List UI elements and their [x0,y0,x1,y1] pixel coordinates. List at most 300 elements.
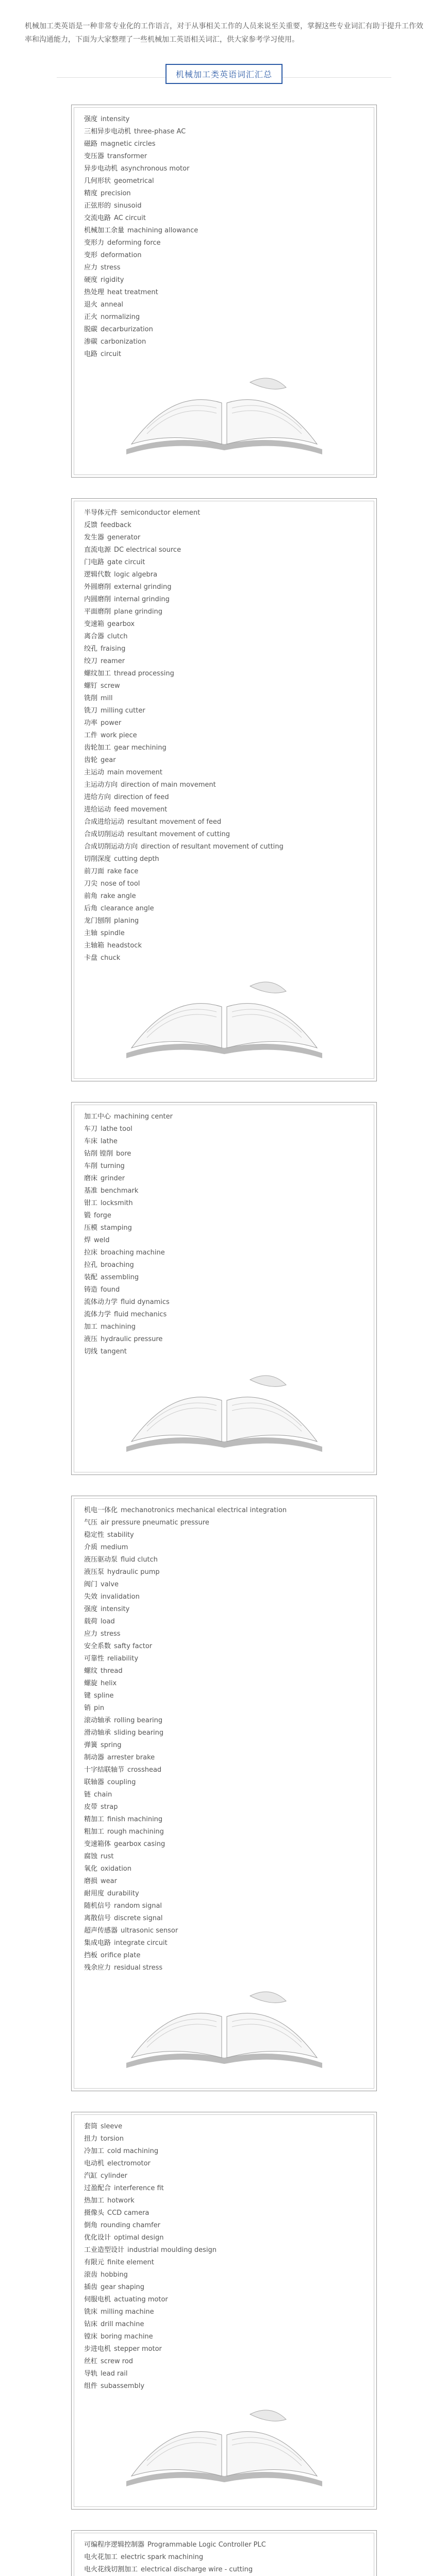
term-chinese: 链 [84,1791,91,1799]
term-item [84,1148,364,1160]
term-english: industrial moulding design [127,2246,217,2254]
term-english: rake face [107,868,139,875]
term-item [84,1715,364,1727]
term-chinese: 合成切削运动 [84,831,125,838]
term-english: integrate circuit [114,1939,168,1947]
term-english: stress [101,264,121,272]
term-chinese: 加工 [84,1323,98,1331]
term-chinese: 可编程序逻辑控制器 [84,2541,145,2549]
term-chinese: 十字结联轴节 [84,1766,125,1774]
term-english: fraising [101,645,126,653]
term-english: resultant movement of cutting [127,831,230,838]
section-illustration [77,1986,371,2083]
term-item [84,2207,364,2219]
term-item [84,1702,364,1715]
term-chinese: 铣刀 [84,707,98,715]
term-list [77,1108,371,1361]
term-chinese: 脱碳 [84,326,98,333]
term-chinese: 随机信号 [84,1902,111,1910]
term-item [84,2281,364,2294]
term-chinese: 离散信号 [84,1914,111,1922]
term-item [84,569,364,581]
term-english: arrester brake [107,1754,155,1761]
term-item [84,1272,364,1284]
term-item [84,1962,364,1974]
term-english: gear mechining [114,744,167,752]
term-english: headstock [107,942,142,950]
term-chinese: 车床 [84,1138,98,1145]
term-chinese: 钻削 镗削 [84,1150,113,1158]
term-chinese: 稳定性 [84,1531,105,1539]
term-chinese: 热处理 [84,289,105,296]
term-chinese: 键 [84,1692,91,1700]
term-chinese: 制动器 [84,1754,105,1761]
term-chinese: 钳工 [84,1199,98,1207]
term-english: cutting depth [114,855,159,863]
term-english: hydraulic pump [107,1568,160,1576]
term-english: deforming force [107,239,161,247]
term-chinese: 硬度 [84,276,98,284]
term-english: Programmable Logic Controller PLC [147,2541,266,2549]
term-item [84,2145,364,2158]
term-english: fluid dynamics [121,1298,170,1306]
term-english: main movement [107,769,162,776]
term-chinese: 机械加工余量 [84,227,125,234]
term-chinese: 绞刀 [84,657,98,665]
term-item [84,126,364,138]
term-english: anneal [101,301,124,309]
term-chinese: 压模 [84,1224,98,1232]
term-english: interference fit [114,2184,164,2192]
term-english: found [101,1286,120,1294]
term-chinese: 阀门 [84,1581,98,1588]
term-chinese: 流体力学 [84,1311,111,1318]
term-section [71,105,377,478]
term-english: thread processing [114,670,174,677]
term-english: generator [107,534,141,541]
term-chinese: 磨损 [84,1877,98,1885]
term-chinese: 功率 [84,719,98,727]
term-english: torsion [101,2135,124,2143]
term-item [84,113,364,126]
term-chinese: 超声传感器 [84,1927,118,1935]
term-english: gear shaping [101,2283,145,2291]
term-item [84,1764,364,1776]
term-english: semiconductor element [121,509,201,517]
term-chinese: 变形力 [84,239,105,247]
term-item [84,915,364,927]
term-item [84,1739,364,1752]
term-item [84,2331,364,2343]
term-item [84,927,364,940]
term-item [84,2195,364,2207]
term-item [84,594,364,606]
term-item [84,2380,364,2393]
term-chinese: 组件 [84,2382,98,2390]
term-item [84,1210,364,1222]
term-item [84,2564,364,2576]
term-item [84,2219,364,2232]
term-item [84,730,364,742]
term-english: weld [94,1236,110,1244]
term-chinese: 流体动力学 [84,1298,118,1306]
term-english: oxidation [101,1865,131,1873]
term-chinese: 液压 [84,1335,98,1343]
term-chinese: 变速箱体 [84,1840,111,1848]
term-item [84,2232,364,2244]
term-chinese: 退火 [84,301,98,309]
term-english: valve [101,1581,119,1588]
term-english: logic algebra [114,571,158,579]
term-english: clutch [107,633,128,640]
term-english: geometrical [114,177,154,185]
term-english: lead rail [101,2370,128,2378]
term-item [84,1504,364,1517]
term-item [84,1640,364,1653]
term-chinese: 镗床 [84,2333,98,2341]
term-item [84,1346,364,1358]
term-item [84,1900,364,1912]
term-english: hobbing [101,2271,128,2279]
term-english: assembling [101,1274,139,1281]
term-english: durability [107,1890,139,1897]
term-english: precision [101,190,131,197]
term-item [84,138,364,150]
term-item [84,1838,364,1851]
term-item [84,1579,364,1591]
term-item [84,1111,364,1123]
term-chinese: 应力 [84,264,98,272]
term-english: spring [101,1741,122,1749]
term-item [84,188,364,200]
term-english: plane grinding [114,608,163,616]
term-english: CCD camera [107,2209,150,2217]
term-chinese: 失效 [84,1593,98,1601]
term-item [84,2170,364,2182]
section-illustration [77,2404,371,2502]
term-chinese: 扭力 [84,2135,98,2143]
open-book-illustration [116,2404,333,2497]
term-english: orifice plate [101,1952,141,1959]
term-item [84,1677,364,1690]
term-item [84,507,364,519]
term-item [84,2133,364,2145]
term-english: fluid mechanics [114,1311,167,1318]
term-item [84,717,364,730]
term-english: cylinder [101,2172,127,2180]
term-chinese: 滑动轴承 [84,1729,111,1737]
term-item [84,828,364,841]
term-chinese: 螺纹加工 [84,670,111,677]
term-chinese: 交流电路 [84,214,111,222]
term-english: broaching machine [101,1249,165,1257]
term-english: fluid clutch [121,1556,158,1564]
term-item [84,606,364,618]
term-item [84,692,364,705]
term-english: thread [101,1667,123,1675]
term-english: sliding bearing [114,1729,164,1737]
intro-paragraph: 机械加工类英语是一种非常专业化的工作语言，对于从事相关工作的人员来说至关重要，掌握这些专业词汇有助于提升工作效率和沟通能力，下面为大家整理了一些机械加工英语相关词汇，供大家参考学习使用。 [25,22,423,44]
term-chinese: 主运动方向 [84,781,118,789]
term-chinese: 倒角 [84,2222,98,2229]
term-chinese: 三相异步电动机 [84,128,131,135]
term-chinese: 平面磨削 [84,608,111,616]
term-item [84,1259,364,1272]
term-chinese: 腐蚀 [84,1853,98,1860]
term-chinese: 过盈配合 [84,2184,111,2192]
term-chinese: 气压 [84,1519,98,1527]
term-item [84,2318,364,2331]
term-english: normalizing [101,313,140,321]
term-english: circuit [101,350,121,358]
term-chinese: 联轴器 [84,1778,105,1786]
term-english: finish machining [107,1816,163,1823]
term-chinese: 锻 [84,1212,91,1219]
term-chinese: 螺纹 [84,1667,98,1675]
term-item [84,668,364,680]
term-item [84,1160,364,1173]
term-chinese: 逻辑代数 [84,571,111,579]
term-item [84,1321,364,1333]
term-chinese: 套筒 [84,2123,98,2130]
term-item [84,1690,364,1702]
term-english: deformation [101,251,142,259]
term-english: asynchronous motor [121,165,190,173]
term-item [84,2182,364,2195]
term-chinese: 摄像头 [84,2209,105,2217]
term-chinese: 后角 [84,905,98,912]
term-chinese: 齿轮加工 [84,744,111,752]
term-chinese: 主轴箱 [84,942,105,950]
term-english: invalidation [101,1593,140,1601]
term-english: magnetic circles [101,140,156,148]
term-item [84,1309,364,1321]
term-chinese: 残余应力 [84,1964,111,1972]
term-item [84,1136,364,1148]
term-english: decarburization [101,326,153,333]
term-chinese: 正弦形的 [84,202,111,210]
term-chinese: 集成电路 [84,1939,111,1947]
term-item [84,262,364,274]
term-english: boring machine [101,2333,153,2341]
term-english: lathe tool [101,1125,132,1133]
term-english: mill [101,694,113,702]
term-item [84,1912,364,1925]
term-chinese: 切削深度 [84,855,111,863]
term-chinese: 几何形状 [84,177,111,185]
term-item [84,1851,364,1863]
term-item [84,1234,364,1247]
term-chinese: 冷加工 [84,2147,105,2155]
term-chinese: 安全系数 [84,1642,111,1650]
term-chinese: 电火花加工 [84,2553,118,2561]
term-english: milling machine [101,2308,154,2316]
term-chinese: 发生器 [84,534,105,541]
term-item [84,1875,364,1888]
term-sections [0,105,448,2576]
term-item [84,249,364,262]
term-item [84,804,364,816]
term-chinese: 拉孔 [84,1261,98,1269]
term-chinese: 滚动轴承 [84,1717,111,1724]
term-english: gearbox [107,620,135,628]
term-english: turning [101,1162,125,1170]
term-chinese: 导轨 [84,2370,98,2378]
term-item [84,299,364,311]
term-item [84,2244,364,2257]
term-chinese: 车削 [84,1162,98,1170]
term-item [84,742,364,754]
term-english: pin [94,1704,105,1712]
term-item [84,1222,364,1234]
term-section [71,1102,377,1475]
term-chinese: 磨床 [84,1175,98,1182]
term-chinese: 工业造型设计 [84,2246,125,2254]
term-item [84,1801,364,1814]
term-item [84,853,364,866]
term-chinese: 载荷 [84,1618,98,1625]
term-item [84,1789,364,1801]
term-section [71,498,377,1081]
term-item [84,519,364,532]
term-chinese: 优化设计 [84,2234,111,2242]
term-english: chuck [101,954,121,962]
term-chinese: 铣削 [84,694,98,702]
term-item [84,324,364,336]
term-item [84,655,364,668]
term-english: crosshead [127,1766,162,1774]
term-item [84,2257,364,2269]
term-english: milling cutter [101,707,145,715]
term-item [84,779,364,791]
term-item [84,643,364,655]
term-chinese: 螺钉 [84,682,98,690]
term-english: transformer [107,152,147,160]
term-english: rolling bearing [114,1717,163,1724]
term-chinese: 半导体元件 [84,509,118,517]
term-chinese: 直流电源 [84,546,111,554]
term-item [84,754,364,767]
term-english: electrical discharge wire - cutting [141,2566,253,2573]
term-chinese: 汽缸 [84,2172,98,2180]
term-item [84,2306,364,2318]
term-chinese: 渗碳 [84,338,98,346]
term-chinese: 插齿 [84,2283,98,2291]
term-item [84,1814,364,1826]
term-item [84,212,364,225]
term-chinese: 车刀 [84,1125,98,1133]
term-item [84,1863,364,1875]
term-chinese: 应力 [84,1630,98,1638]
term-english: hotwork [107,2197,135,2205]
term-item [84,618,364,631]
term-english: finite element [107,2259,154,2266]
term-english: medium [101,1544,128,1551]
term-english: locksmith [101,1199,133,1207]
term-chinese: 进给方向 [84,793,111,801]
term-item [84,767,364,779]
term-item [84,336,364,348]
term-english: resultant movement of feed [127,818,222,826]
term-english: rough machining [107,1828,164,1836]
term-list [77,504,371,968]
term-item [84,631,364,643]
term-chinese: 铸造 [84,1286,98,1294]
term-english: wear [101,1877,117,1885]
term-english: rake angle [101,892,136,900]
term-english: rounding chamfer [101,2222,160,2229]
term-item [84,1937,364,1950]
open-book-illustration [116,1369,333,1462]
term-english: direction of feed [114,793,169,801]
term-english: rigidity [101,276,124,284]
section-illustration [77,372,371,470]
term-english: mechanotronics mechanical electrical integration [121,1506,287,1514]
term-english: subassembly [101,2382,145,2390]
term-english: stamping [101,1224,132,1232]
term-chinese: 主轴 [84,929,98,937]
open-book-illustration [116,976,333,1069]
term-english: heat treatment [107,289,158,296]
term-english: stability [107,1531,134,1539]
term-chinese: 热加工 [84,2197,105,2205]
term-item [84,556,364,569]
term-english: ultrasonic sensor [121,1927,178,1935]
open-book-illustration [116,372,333,465]
term-english: discrete signal [114,1914,163,1922]
term-english: screw [101,682,120,690]
term-english: machining center [114,1113,173,1121]
term-chinese: 强度 [84,115,98,123]
term-chinese: 前角 [84,892,98,900]
term-chinese: 螺旋 [84,1680,98,1687]
term-item [84,680,364,692]
term-item [84,1653,364,1665]
term-chinese: 皮带 [84,1803,98,1811]
term-item [84,952,364,964]
term-item [84,2294,364,2306]
term-chinese: 销 [84,1704,91,1712]
term-item [84,1296,364,1309]
term-english: feed movement [114,806,168,814]
term-item [84,866,364,878]
term-chinese: 离合器 [84,633,105,640]
term-item [84,841,364,853]
term-chinese: 电路 [84,350,98,358]
term-item [84,311,364,324]
term-chinese: 精度 [84,190,98,197]
term-english: load [101,1618,115,1625]
term-english: three-phase AC [134,128,186,135]
term-chinese: 介质 [84,1544,98,1551]
term-item [84,1925,364,1937]
term-item [84,348,364,361]
term-item [84,791,364,804]
term-chinese: 可靠性 [84,1655,105,1663]
term-english: gate circuit [107,558,145,566]
term-item [84,1616,364,1628]
term-chinese: 内圆磨削 [84,596,111,603]
term-english: hydraulic pressure [101,1335,163,1343]
term-chinese: 反馈 [84,521,98,529]
term-item [84,1776,364,1789]
term-chinese: 变压器 [84,152,105,160]
term-item [84,532,364,544]
term-item [84,150,364,163]
term-list [77,2117,371,2396]
term-english: helix [101,1680,117,1687]
section-illustration [77,1369,371,1467]
